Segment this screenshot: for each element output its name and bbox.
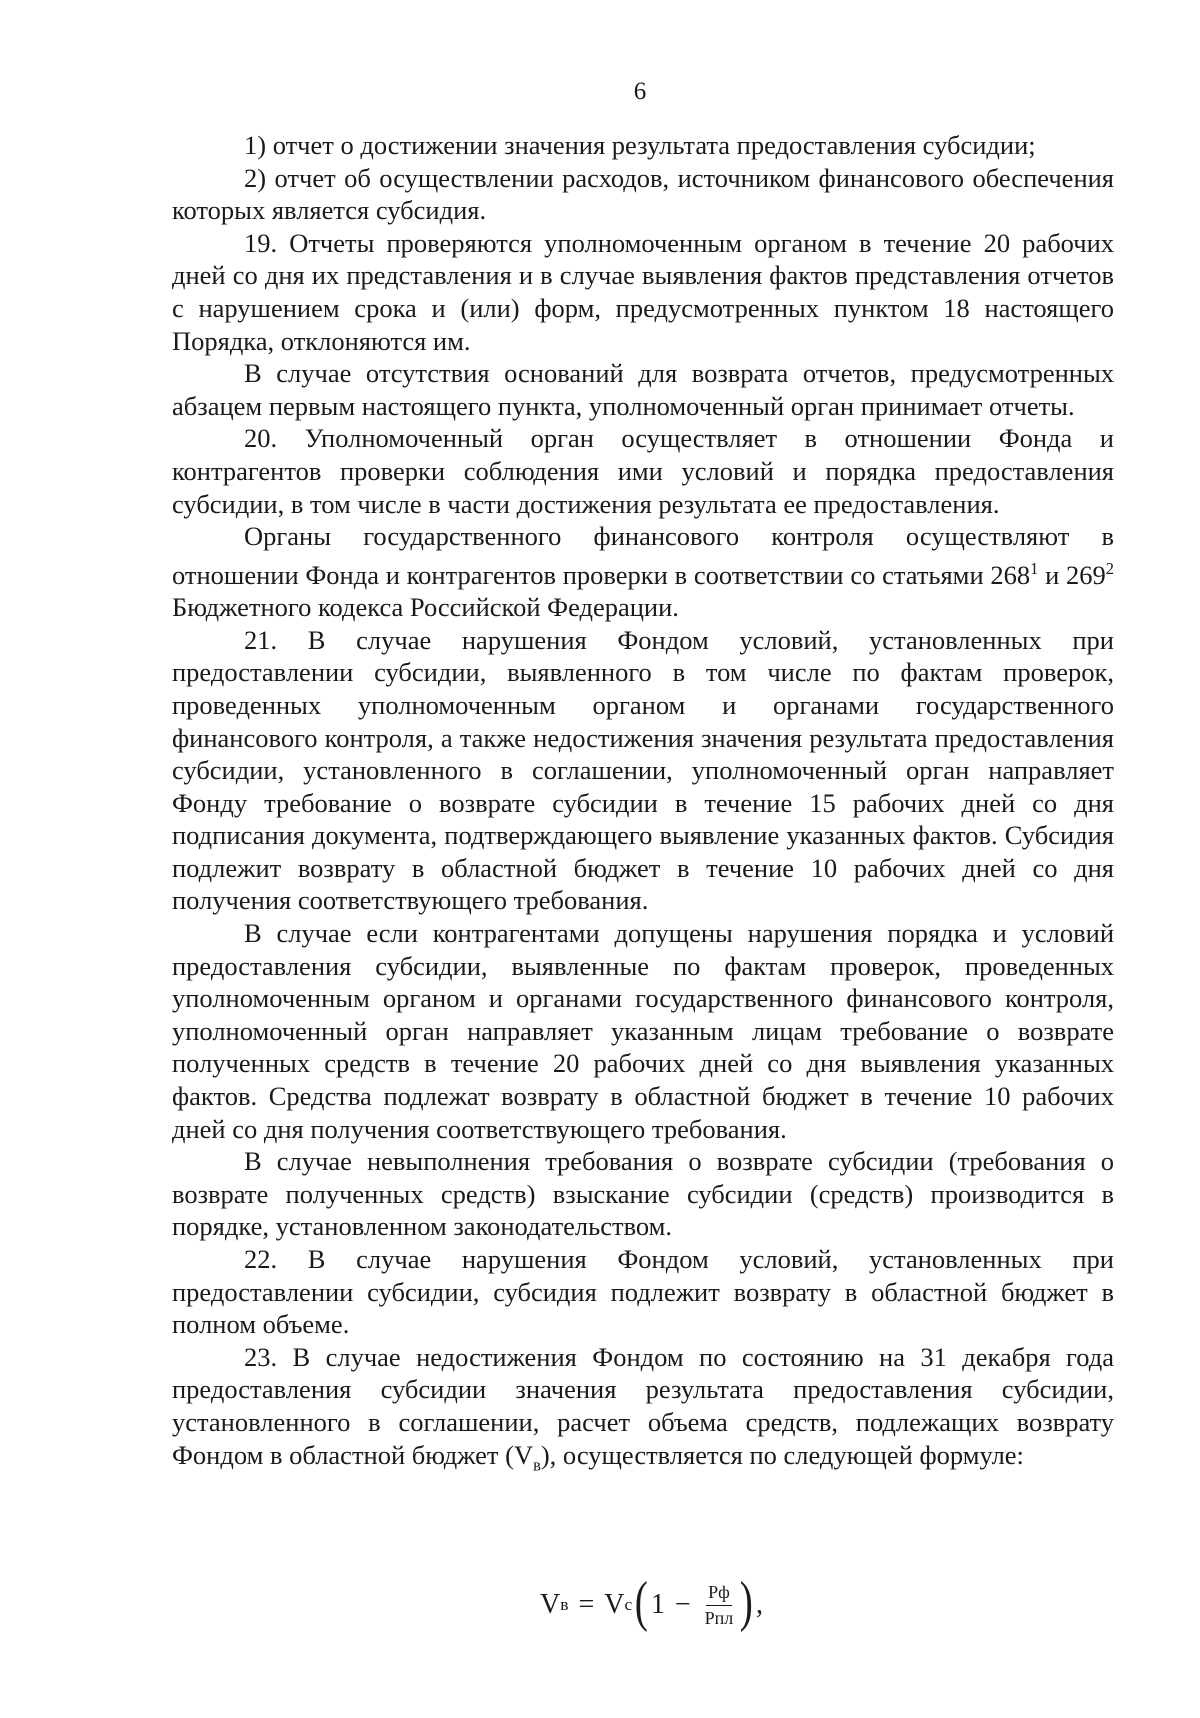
paragraph-item-19: 19. Отчеты проверяются уполномоченным органом в течение 20 рабочих дней со дня их представления и в случае выявления фактов представления отчетов с нарушением срока и (или) форм, предусмотренных пунктом 18 настоящего Порядка, отклоняются им.	[172, 227, 1114, 356]
formula-equals: =	[578, 1589, 595, 1620]
item-23-subscript: в	[533, 1454, 541, 1474]
formula-v-subscript: с	[624, 1595, 633, 1614]
formula-one: 1	[650, 1589, 665, 1620]
paragraph-financial-control	[172, 520, 1114, 624]
control-text-middle: и 269	[1038, 559, 1106, 590]
paragraph-item-21-enforcement: В случае невыполнения требования о возврате субсидии (требования о возврате полученных средств) взыскание субсидии (средств) производится в порядке, установленном законодательством.	[172, 1146, 1114, 1242]
document-body	[172, 129, 1114, 1481]
item-23-text-after: ), осуществляется по следующей формуле:	[540, 1439, 1024, 1470]
formula-lhs: V	[540, 1589, 561, 1620]
return-formula	[540, 1571, 763, 1633]
paragraph-report-2: 2) отчет об осуществлении расходов, источником финансового обеспечения которых является субсидия.	[172, 162, 1114, 226]
paragraph-item-23	[172, 1341, 1114, 1482]
paragraph-item-21-contractors: В случае если контрагентами допущены нарушения порядка и условий предоставления субсидии, выявленные по фактам проверок, проведенных уполномоченным органом и органами государственного финансового контроля, уполномоченный орган направляет указанным лицам требование о возврате полученных средств в течение 20 рабочих дней со дня выявления указанных фактов. Средства подлежат возврату в областной бюджет в течение 10 рабочих дней со дня получения соответствующего требования.	[172, 918, 1114, 1144]
footnote-superscript-2: 2	[1105, 558, 1115, 578]
footnote-superscript-1: 1	[1030, 558, 1039, 578]
formula-numerator: Рф	[706, 1582, 732, 1606]
paragraph-report-1: 1) отчет о достижении значения результата предоставления субсидии;	[244, 130, 1036, 160]
formula-open-paren: (	[634, 1571, 649, 1633]
formula-close-paren: )	[740, 1571, 754, 1633]
paragraph-item-21: 21. В случае нарушения Фондом условий, установленных при предоставлении субсидии, выявленного в том числе по фактам проверок, проведенных уполномоченным органом и органами государственного финансового контроля, а также недостижения значения результата предоставления субсидии, установленного в соглашении, уполномоченный орган направляет Фонду требование о возврате субсидии в течение 15 рабочих дней со дня подписания документа, подтверждающего выявление указанных фактов. Субсидия подлежит возврату в областной бюджет в течение 10 рабочих дней со дня получения соответствующего требования.	[172, 624, 1114, 916]
control-text-after: Бюджетного кодекса Российской Федерации.	[172, 592, 679, 623]
item-23-text-before: 23. В случае недостижения Фондом по состоянию на 31 декабря года предоставления субсидии значения результата предоставления субсидии, установленного в соглашении, расчет объема средств, подлежащих возврату Фондом в областной бюджет (V	[172, 1341, 1114, 1470]
formula-lhs-subscript: в	[560, 1595, 569, 1614]
formula-trailing-comma: ,	[755, 1589, 763, 1620]
formula-minus: −	[674, 1589, 691, 1620]
formula-denominator: Рпл	[704, 1607, 734, 1628]
formula-v: V	[604, 1589, 625, 1620]
paragraph-item-22: 22. В случае нарушения Фондом условий, установленных при предоставлении субсидии, субсидия подлежит возврату в областной бюджет в полном объеме.	[172, 1244, 1114, 1340]
formula-fraction	[703, 1582, 736, 1629]
paragraph-item-19-acceptance: В случае отсутствия оснований для возврата отчетов, предусмотренных абзацем первым настоящего пункта, уполномоченный орган принимает отчеты.	[172, 358, 1114, 421]
page-number: 6	[633, 78, 647, 105]
control-text-before: Органы государственного финансового контроля осуществляют в отношении Фонда и контрагентов проверки в соответствии со статьями 268	[172, 521, 1114, 590]
paragraph-item-20: 20. Уполномоченный орган осуществляет в отношении Фонда и контрагентов проверки соблюдения ими условий и порядка предоставления субсидии, в том числе в части достижения результата ее предоставления.	[172, 423, 1114, 519]
